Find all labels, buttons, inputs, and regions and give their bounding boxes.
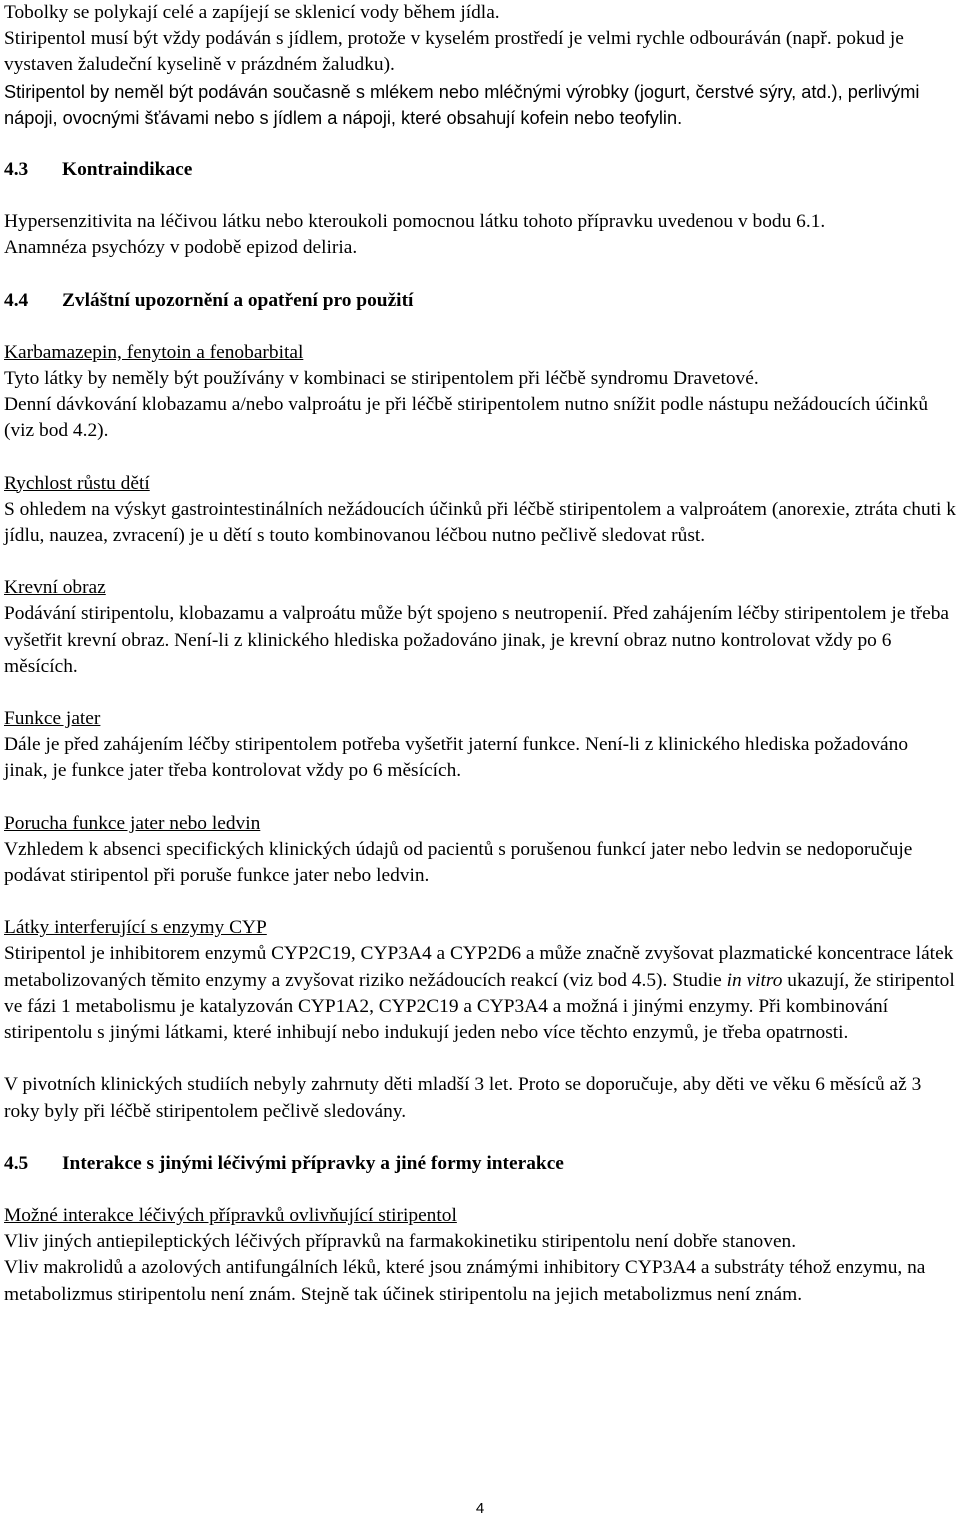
- intro-line-capsules: Tobolky se polykají celé a zapíjejí se sklenicí vody během jídla.: [4, 2, 500, 23]
- spacer: [4, 549, 956, 575]
- paragraph-pivotal-studies: V pivotních klinických studiích nebyly zahrnuty děti mladší 3 let. Proto se doporučuje, aby děti ve věku 6 měsíců až 3 roky byly při léčbě stiripentolem pečlivě sledovány.: [4, 1074, 922, 1122]
- paragraph-blood-count: Podávání stiripentolu, klobazamu a valproátu může být spojeno s neutropenií. Před zahájením léčby stiripentolem je třeba vyšetřit krevní obraz. Není-li z klinického hlediska požadováno jinak, je krevní obraz nutno kontrolovat vždy po 6 měsících.: [4, 603, 950, 677]
- spacer: [4, 131, 956, 157]
- section-heading-4-3: [4, 157, 956, 183]
- spacer: [4, 1046, 956, 1072]
- document-page: [4, 0, 956, 1308]
- page-number: 4: [475, 1500, 485, 1517]
- spacer: [4, 785, 956, 811]
- subheading-liver: Funkce jater: [4, 708, 101, 730]
- subheading-karbamazepin: Karbamazepin, fenytoin a fenobarbital: [4, 341, 304, 363]
- spacer: [4, 1125, 956, 1151]
- spacer: [4, 445, 956, 471]
- paragraph-dosing: Denní dávkování klobazamu a/nebo valproátu je při léčbě stiripentolem nutno snížit podle nástupu nežádoucích účinků (viz bod 4.2).: [4, 394, 929, 442]
- contraindication-hypersensitivity: Hypersenzitivita na léčivou látku nebo kteroukoli pomocnou látku tohoto přípravku uvedenou v bodu 6.1.: [4, 211, 826, 233]
- subheading-liver-kidney: Porucha funkce jater nebo ledvin: [4, 812, 261, 834]
- section-heading-4-5: [4, 1151, 956, 1177]
- cyp-text-part: ukazují, že stiripentol ve fázi 1 metabolismu je katalyzován CYP1A2, CYP2C19 a CYP3A4 a možná i jinými enzymy. Při kombinování stiripentolu s jinými látkami, které inhibují nebo indukují jeden nebo více těchto enzymů, je třeba opatrnosti.: [4, 969, 955, 1044]
- contraindication-psychosis: Anamnéza psychózy v podobě epizod deliria.: [4, 237, 358, 259]
- subheading-cyp: Látky interferující s enzymy CYP: [4, 917, 267, 939]
- section-number: 4.3: [4, 159, 29, 181]
- cyp-text-part: Stiripentol je inhibitorem enzymů CYP2C19, CYP3A4 a CYP2D6 a může značně zvyšovat plazmatické koncentrace látek metabolizovaných těmito enzymy a zvyšovat riziko nežádoucích reakcí (viz bod 4.5). Studie: [4, 943, 954, 991]
- intro-line-food: Stiripentol musí být vždy podáván s jídlem, protože v kyselém prostředí je velmi rychle odbouráván (např. pokud je vystaven žaludeční kyselině v prázdném žaludku).: [4, 28, 904, 76]
- paragraph-liver: Dále je před zahájením léčby stiripentolem potřeba vyšetřit jaterní funkce. Není-li z klinického hlediska požadováno jinak, je funkce jater třeba kontrolovat vždy po 6 měsících.: [4, 734, 909, 782]
- spacer: [4, 889, 956, 915]
- cyp-text-italic: in vitro: [726, 969, 783, 991]
- section-number: 4.4: [4, 289, 29, 311]
- spacer: [4, 314, 956, 340]
- paragraph-antiepileptics: Vliv jiných antiepileptických léčivých přípravků na farmakokinetiku stiripentolu není dobře stanoven.: [4, 1231, 797, 1253]
- spacer: [4, 262, 956, 288]
- spacer: [4, 1177, 956, 1203]
- paragraph-liver-kidney: Vzhledem k absenci specifických klinických údajů od pacientů s porušenou funkcí jater nebo ledvin se nedoporučuje podávat stiripentol při poruše funkce jater nebo ledvin.: [4, 838, 913, 887]
- section-number: 4.5: [4, 1152, 29, 1174]
- section-title: Zvláštní upozornění a opatření pro použití: [62, 289, 414, 311]
- subheading-blood-count: Krevní obraz: [4, 577, 106, 599]
- section-title: Kontraindikace: [62, 159, 193, 181]
- paragraph-growth: S ohledem na výskyt gastrointestinálních nežádoucích účinků při léčbě stiripentolem a valproátem (anorexie, ztráta chuti k jídlu, nauzea, zvracení) je u dětí s touto kombinovanou léčbou nutno pečlivě sledovat růst.: [4, 498, 956, 547]
- intro-line-milk: Stiripentol by neměl být podáván současně s mlékem nebo mléčnými výrobky (jogurt, čerstvé sýry, atd.), perlivými nápoji, ovocnými šťávami nebo s jídlem a nápoji, které obsahují kofein nebo teofylin.: [4, 81, 920, 128]
- spacer: [4, 680, 956, 706]
- section-title: Interakce s jinými léčivými přípravky a jiné formy interakce: [62, 1152, 564, 1174]
- paragraph-macrolides: Vliv makrolidů a azolových antifungálních léků, které jsou známými inhibitory CYP3A4 a substráty téhož enzymu, na metabolizmus stiripentolu není znám. Stejně tak účinek stiripentolu na jejich metabolizmus není znám.: [4, 1257, 926, 1305]
- spacer: [4, 183, 956, 209]
- subheading-interactions: Možné interakce léčivých přípravků ovlivňující stiripentol: [4, 1204, 457, 1226]
- paragraph-karbamazepin: Tyto látky by neměly být používány v kombinaci se stiripentolem při léčbě syndromu Dravetové.: [4, 368, 759, 390]
- paragraph-cyp: [4, 941, 956, 1046]
- subheading-growth: Rychlost růstu dětí: [4, 472, 150, 494]
- section-heading-4-4: [4, 288, 956, 314]
